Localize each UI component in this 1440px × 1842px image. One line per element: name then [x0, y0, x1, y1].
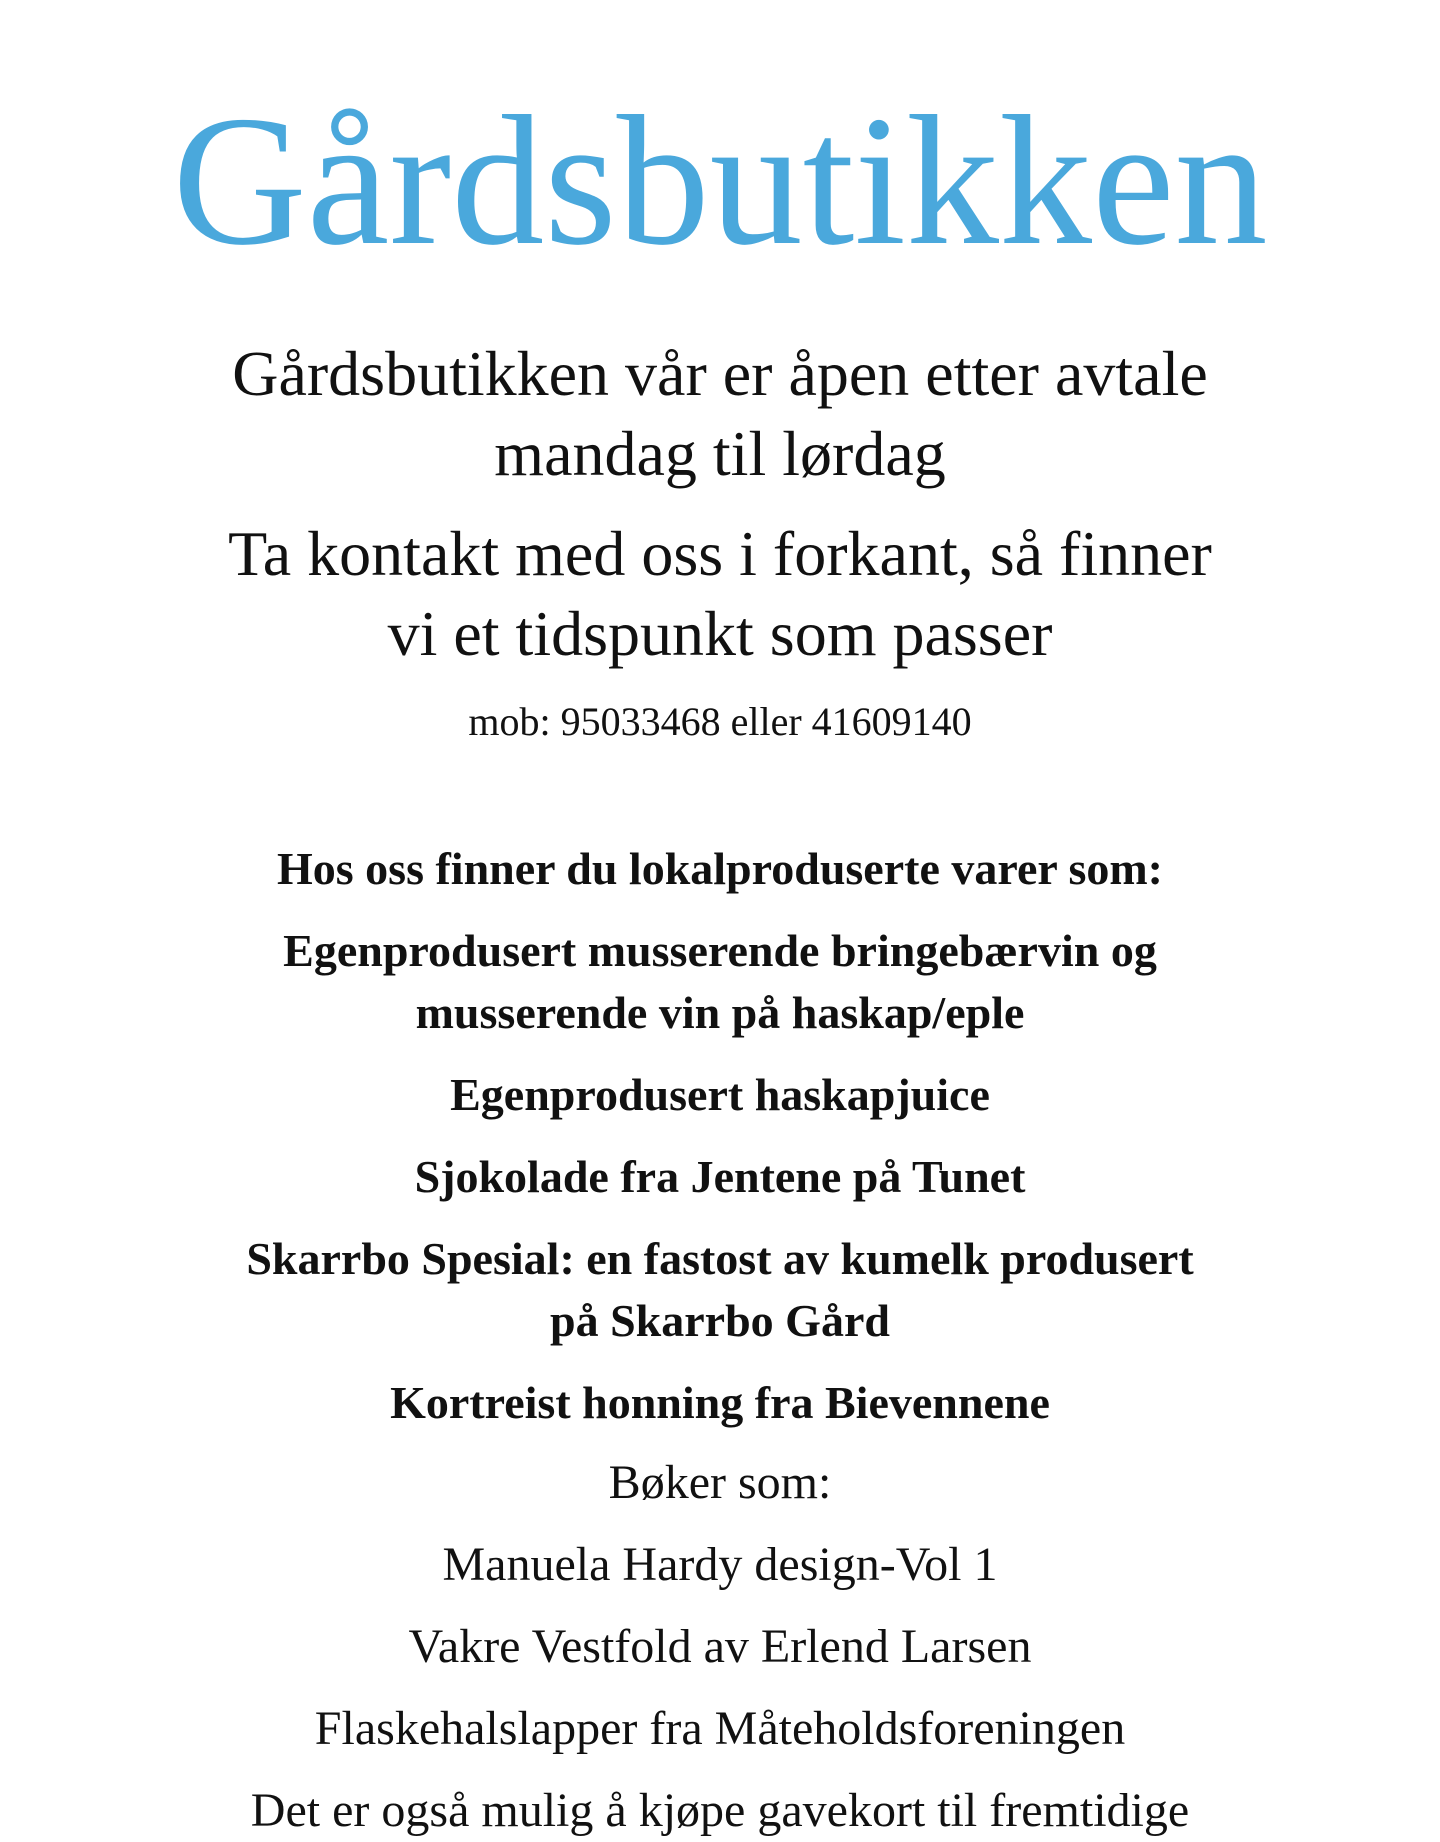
opening-hours-text [130, 334, 1310, 494]
product-item-line-1: Skarrbo Spesial: en fastost av kumelk produsert [246, 1233, 1194, 1284]
product-item: Kortreist honning fra Bievennene [390, 1377, 1050, 1428]
contact-line-1: Ta kontakt med oss i forkant, så finner [228, 518, 1212, 589]
product-item [120, 920, 1320, 1044]
gift-card-text: Det er også mulig å kjøpe gavekort til fremtidige [250, 1784, 1190, 1837]
book-item: Manuela Hardy design-Vol 1 [442, 1538, 998, 1591]
product-item-line-2: musserende vin på haskap/eple [415, 987, 1025, 1038]
page-title: Gårdsbutikken [172, 78, 1268, 284]
contact-text [130, 514, 1310, 674]
contact-line-2: vi et tidspunkt som passer [387, 598, 1053, 669]
book-item: Flaskehalslapper fra Måteholdsforeningen [314, 1702, 1126, 1755]
products-section [0, 838, 1440, 1434]
product-item-line-1: Egenprodusert musserende bringebærvin og [283, 925, 1157, 976]
books-heading: Bøker som: [608, 1456, 832, 1509]
opening-hours-line-1: Gårdsbutikken vår er åpen etter avtale [232, 338, 1208, 409]
opening-hours-line-2: mandag til lørdag [494, 418, 946, 489]
phone-numbers: mob: 95033468 eller 41609140 [468, 699, 972, 744]
products-heading: Hos oss finner du lokalproduserte varer som: [277, 843, 1163, 894]
product-item [120, 1228, 1320, 1352]
product-item: Sjokolade fra Jentene på Tunet [414, 1151, 1026, 1202]
book-item: Vakre Vestfold av Erlend Larsen [408, 1620, 1032, 1673]
product-item: Egenprodusert haskapjuice [450, 1069, 990, 1120]
product-item-line-2: på Skarrbo Gård [550, 1295, 890, 1346]
